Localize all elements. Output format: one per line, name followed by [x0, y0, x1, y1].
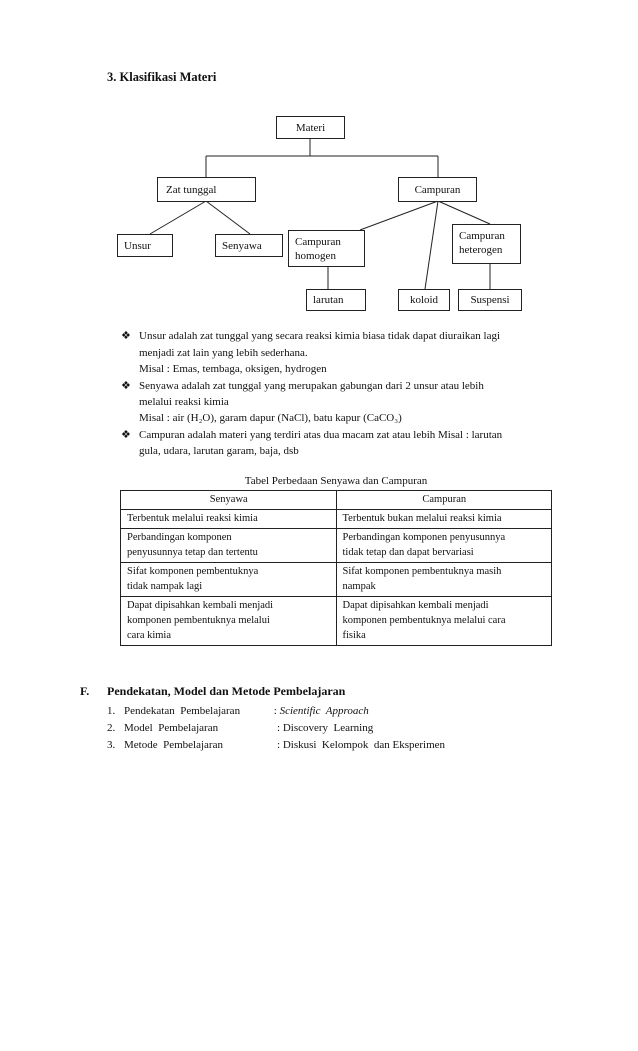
table-row	[121, 510, 552, 529]
table-cell: Sifat komponen pembentuknya masih nampak	[336, 563, 552, 597]
item-number: 1.	[107, 705, 116, 717]
column-header: Senyawa	[121, 491, 337, 510]
node-unsur: Unsur	[117, 234, 173, 257]
item-number: 2.	[107, 722, 116, 734]
table-row	[121, 563, 552, 597]
table-row	[121, 597, 552, 646]
table-cell: Perbandingan komponen penyusunnya tidak tetap dan dapat bervariasi	[336, 529, 552, 563]
table-header-row	[121, 491, 552, 510]
item-number: 3.	[107, 739, 116, 751]
table-cell: Terbentuk bukan melalui reaksi kimia	[336, 510, 552, 529]
table-cell: Dapat dipisahkan kembali menjadi komponen pembentuknya melalui cara kimia	[121, 597, 337, 646]
table-cell: Terbentuk melalui reaksi kimia	[121, 510, 337, 529]
comparison-table	[120, 490, 552, 646]
node-materi: Materi	[276, 116, 345, 139]
bullet-line: Misal : Emas, tembaga, oksigen, hydrogen	[139, 363, 327, 375]
table-caption: Tabel Perbedaan Senyawa dan Campuran	[244, 475, 428, 487]
item-value: Scientific Approach	[279, 705, 369, 717]
node-senyawa: Senyawa	[215, 234, 283, 257]
node-suspensi: Suspensi	[458, 289, 522, 311]
item-value: Discovery Learning	[282, 722, 374, 734]
diamond-bullet-icon: ❖	[121, 380, 131, 392]
section-heading: 3. Klasifikasi Materi	[107, 70, 217, 84]
diamond-bullet-icon: ❖	[121, 429, 131, 441]
item-separator: :	[271, 705, 280, 717]
node-campuran: Campuran	[398, 177, 477, 202]
section-f-title: Pendekatan, Model dan Metode Pembelajaran	[107, 684, 346, 698]
node-campuran-homogen: Campuran homogen	[288, 230, 365, 267]
bullet-line: Senyawa adalah zat tunggal yang merupakan gabungan dari 2 unsur atau lebih	[139, 380, 484, 392]
diamond-bullet-icon: ❖	[121, 330, 131, 342]
item-separator: :	[277, 739, 283, 751]
item-label: Pendekatan Pembelajaran	[124, 705, 241, 717]
node-campuran-heterogen: Campuran heterogen	[452, 224, 521, 264]
bullet-line: Misal : air (H₂O), garam dapur (NaCl), batu kapur (CaCO₃)	[139, 412, 402, 424]
table-cell: Perbandingan komponen penyusunnya tetap dan tertentu	[121, 529, 337, 563]
item-separator: :	[277, 722, 283, 734]
bullet-line: menjadi zat lain yang lebih sederhana.	[139, 347, 308, 359]
item-value: Diskusi Kelompok dan Eksperimen	[282, 739, 446, 751]
bullet-line: Campuran adalah materi yang terdiri atas dua macam zat atau lebih Misal : larutan	[139, 429, 503, 441]
node-koloid: koloid	[398, 289, 450, 311]
list-item	[107, 720, 577, 737]
item-label: Model Pembelajaran	[124, 722, 219, 734]
bullet-line: melalui reaksi kimia	[139, 396, 229, 408]
bullet-line: gula, udara, larutan garam, baja, dsb	[139, 445, 299, 457]
diagram-connectors	[0, 0, 638, 320]
node-zat-tunggal: Zat tunggal	[157, 177, 256, 202]
section-f-letter: F.	[80, 684, 90, 698]
item-label: Metode Pembelajaran	[124, 739, 223, 751]
list-item	[107, 703, 577, 720]
list-item	[107, 737, 577, 754]
column-header: Campuran	[336, 491, 552, 510]
table-cell: Dapat dipisahkan kembali menjadi komponen pembentuknya melalui cara fisika	[336, 597, 552, 646]
table-cell: Sifat komponen pembentuknya tidak nampak lagi	[121, 563, 337, 597]
node-larutan: larutan	[306, 289, 366, 311]
bullet-line: Unsur adalah zat tunggal yang secara reaksi kimia biasa tidak dapat diuraikan lagi	[139, 330, 501, 342]
table-row	[121, 529, 552, 563]
